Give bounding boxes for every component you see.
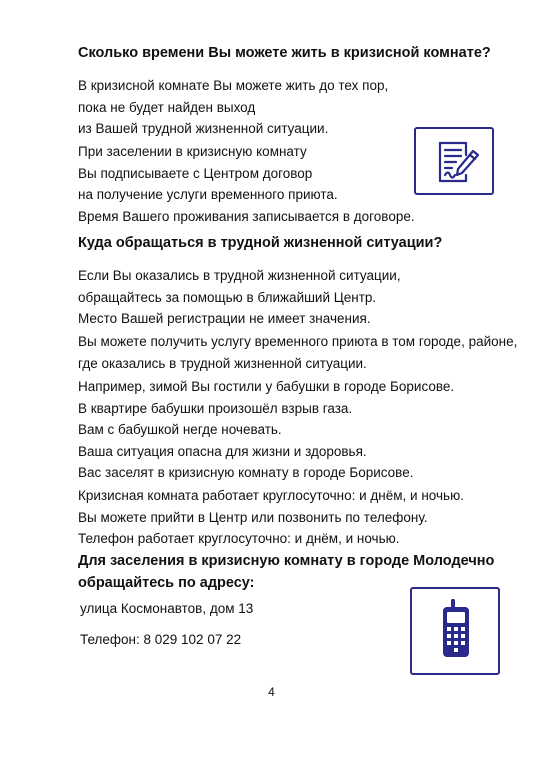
heading-line: Для заселения в кризисную комнату в городе Молодечно xyxy=(78,553,495,569)
text-line: Время Вашего проживания записывается в договоре. xyxy=(78,208,415,224)
paragraph-contract xyxy=(78,141,415,227)
text-line: В квартире бабушки произошёл взрыв газа. xyxy=(78,400,353,416)
text-line: В кризисной комнате Вы можете жить до тех пор, xyxy=(78,78,389,93)
heading-crisis-room-duration: Сколько времени Вы можете жить в кризисной комнате? xyxy=(78,45,491,61)
text-line: Кризисная комната работает круглосуточно: и днём, и ночью. xyxy=(78,488,464,503)
contract-signing-icon xyxy=(416,129,492,193)
address-text: улица Космонавтов, дом 13 xyxy=(80,601,254,616)
page-number: 4 xyxy=(268,685,275,699)
text-line: Ваша ситуация опасна для жизни и здоровья. xyxy=(78,443,367,459)
text-line: Телефон работает круглосуточно: и днём, и ночью. xyxy=(78,531,400,546)
text-line: пока не будет найден выход xyxy=(78,99,256,115)
text-line: При заселении в кризисную комнату xyxy=(78,144,307,159)
paragraph-apply-nearest-center xyxy=(78,265,401,330)
text-line: Вы можете получить услугу временного приюта в том городе, районе, xyxy=(78,334,518,349)
phone-number-text: Телефон: 8 029 102 07 22 xyxy=(80,632,242,647)
text-line: Например, зимой Вы гостили у бабушки в городе Борисове. xyxy=(78,379,455,394)
heading-line: обращайтесь по адресу: xyxy=(78,575,255,591)
text-line: Вы подписываете с Центром договор xyxy=(78,165,313,181)
text-line: из Вашей трудной жизненной ситуации. xyxy=(78,121,329,136)
text-line: Место Вашей регистрации не имеет значения. xyxy=(78,311,371,326)
text-line: Если Вы оказались в трудной жизненной ситуации, xyxy=(78,268,401,283)
mobile-phone-icon xyxy=(412,589,498,673)
paragraph-working-hours xyxy=(78,485,464,550)
contract-icon-box xyxy=(414,127,494,195)
paragraph-stay-duration xyxy=(78,75,388,140)
phone-icon-box xyxy=(410,587,500,675)
text-line: обращайтесь за помощью в ближайший Центр. xyxy=(78,289,377,305)
text-line: на получение услуги временного приюта. xyxy=(78,187,338,202)
heading-where-to-apply: Куда обращаться в трудной жизненной ситуации? xyxy=(78,235,443,251)
text-line: Вам с бабушкой негде ночевать. xyxy=(78,422,282,437)
text-line: где оказались в трудной жизненной ситуации. xyxy=(78,355,367,371)
text-line: Вас заселят в кризисную комнату в городе Борисове. xyxy=(78,465,414,480)
text-line: Вы можете прийти в Центр или позвонить по телефону. xyxy=(78,509,428,525)
paragraph-service-location xyxy=(78,331,517,374)
paragraph-example xyxy=(78,376,454,484)
